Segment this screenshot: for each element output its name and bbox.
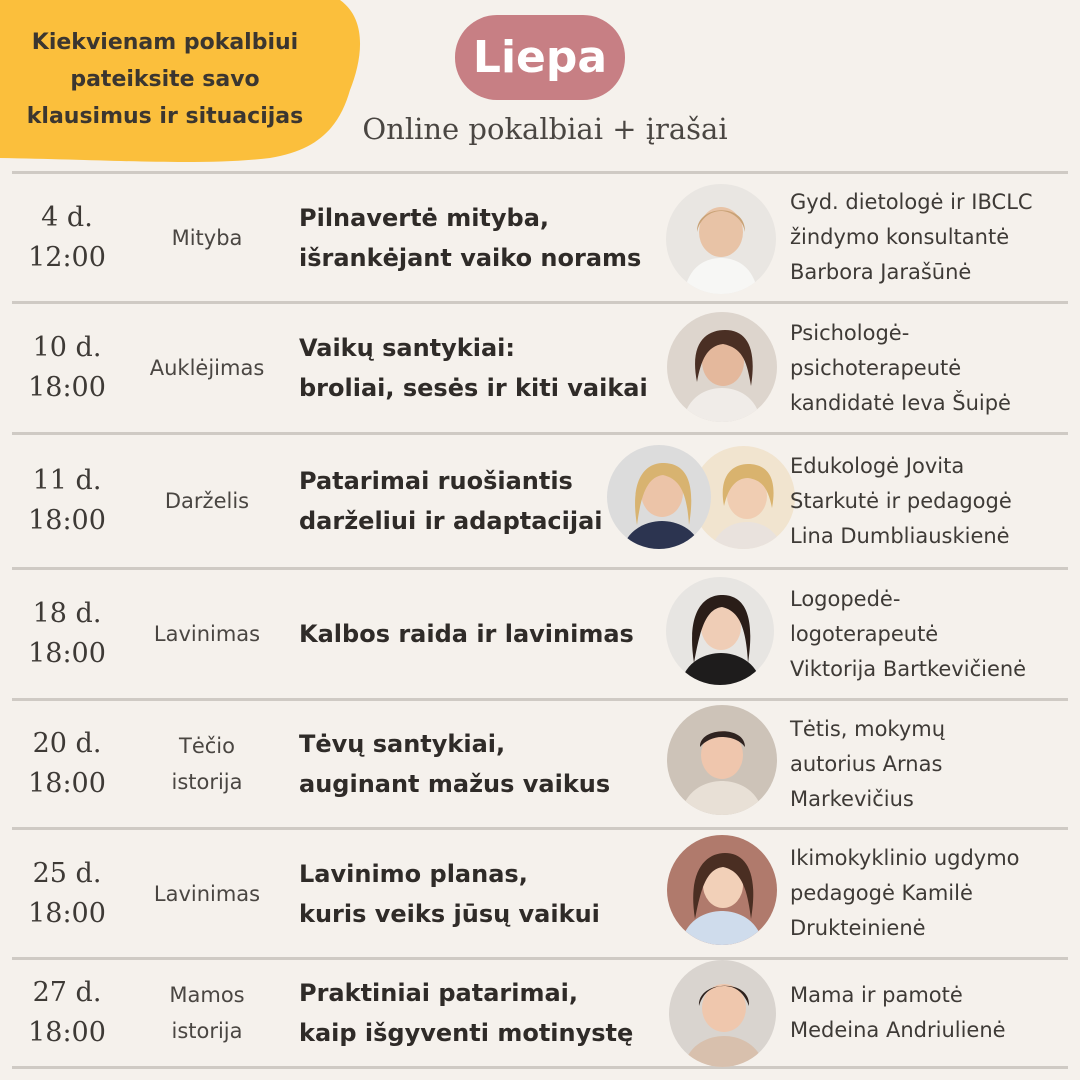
liepa-logo: Liepa	[455, 15, 625, 100]
speaker-line: Logopedė-	[790, 586, 901, 611]
event-date	[12, 570, 122, 698]
event-day: 11 d.	[32, 465, 102, 496]
speaker-info	[790, 174, 1070, 301]
speaker-line: Markevičius	[790, 786, 914, 811]
event-category	[132, 304, 282, 432]
speaker-photo	[667, 312, 777, 422]
event-title	[299, 830, 679, 957]
speaker-line: Mama ir pamotė	[790, 983, 963, 1007]
event-time: 18:00	[28, 897, 106, 929]
speaker-info	[790, 701, 1070, 827]
speaker-line: autorius Arnas	[790, 751, 943, 776]
speaker-info	[790, 960, 1070, 1066]
callout-line-2: pateiksite savo	[70, 67, 260, 92]
event-row	[12, 830, 1068, 957]
title-line: Pilnavertė mityba,	[299, 203, 550, 232]
speaker-photo	[666, 577, 774, 685]
speaker-line: Barbora Jarašūnė	[790, 260, 972, 284]
speaker-line: Starkutė ir pedagogė	[790, 488, 1012, 513]
speaker-line: kandidatė Ieva Šuipė	[790, 390, 1011, 415]
event-category	[132, 830, 282, 957]
event-day: 20 d.	[32, 728, 102, 759]
event-row	[12, 960, 1068, 1066]
event-time: 18:00	[28, 1017, 106, 1048]
event-day: 25 d.	[32, 857, 102, 889]
speaker-line: Psichologė-	[790, 320, 910, 345]
category-line: istorija	[171, 1019, 243, 1043]
speaker-info	[790, 570, 1070, 698]
speaker-line: logoterapeutė	[790, 621, 939, 646]
title-line: kaip išgyventi motinystę	[299, 1019, 634, 1047]
speaker-info	[790, 435, 1070, 567]
speaker-line: pedagogė Kamilė	[790, 881, 973, 905]
speaker-line: Medeina Andriulienė	[790, 1018, 1006, 1042]
event-title	[299, 960, 679, 1066]
title-line: Vaikų santykiai:	[299, 334, 515, 362]
event-day: 10 d.	[32, 332, 102, 363]
event-row	[12, 304, 1068, 432]
event-date	[12, 435, 122, 567]
event-row	[12, 435, 1068, 567]
event-date	[12, 701, 122, 827]
category-line: Lavinimas	[153, 622, 261, 646]
event-row	[12, 174, 1068, 301]
speaker-line: Viktorija Bartkevičienė	[790, 656, 1027, 681]
speaker-photo	[669, 960, 776, 1067]
title-line: Kalbos raida ir lavinimas	[299, 620, 634, 648]
title-line: išrankėjant vaiko norams	[299, 243, 642, 272]
speaker-photo	[667, 835, 777, 945]
speaker-line: psichoterapeutė	[790, 355, 962, 380]
event-time: 18:00	[28, 768, 106, 799]
speaker-line: Edukologė Jovita	[790, 453, 965, 478]
title-line: broliai, sesės ir kiti vaikai	[299, 374, 648, 402]
event-date	[12, 174, 122, 301]
speaker-line: Ikimokyklinio ugdymo	[790, 846, 1020, 870]
event-day: 27 d.	[32, 977, 102, 1008]
event-category	[132, 435, 282, 567]
event-title	[299, 701, 679, 827]
title-line: Tėvų santykiai,	[299, 730, 506, 758]
title-line: Praktiniai patarimai,	[299, 979, 579, 1007]
event-date	[12, 304, 122, 432]
category-line: istorija	[171, 770, 243, 794]
title-line: Patarimai ruošiantis	[299, 467, 573, 495]
speaker-photo	[607, 445, 711, 549]
title-line: darželiui ir adaptacijai	[299, 507, 603, 535]
event-row	[12, 570, 1068, 698]
speaker-line: Drukteinienė	[790, 916, 926, 940]
category-line: Tėčio	[179, 734, 235, 758]
event-time: 18:00	[28, 505, 106, 536]
event-time: 18:00	[28, 372, 106, 403]
callout-line-1: Kiekvienam pokalbiui	[31, 30, 299, 55]
title-line: Lavinimo planas,	[299, 859, 528, 888]
event-row	[12, 701, 1068, 827]
event-title	[299, 174, 679, 301]
speaker-line: Gyd. dietologė ir IBCLC	[790, 190, 1033, 214]
event-category	[132, 960, 282, 1066]
event-category	[132, 174, 282, 301]
event-title	[299, 304, 679, 432]
category-line: Mityba	[171, 225, 243, 250]
speaker-line: Tėtis, mokymų	[790, 716, 946, 741]
callout-line-3: klausimus ir situacijas	[26, 104, 304, 129]
callout-text	[10, 24, 320, 135]
event-time: 18:00	[28, 638, 106, 669]
event-title	[299, 570, 679, 698]
speaker-info	[790, 304, 1070, 432]
event-date	[12, 960, 122, 1066]
divider	[12, 1066, 1068, 1069]
speaker-info	[790, 830, 1070, 957]
speaker-photo	[666, 184, 776, 294]
category-line: Lavinimas	[153, 881, 261, 906]
event-date	[12, 830, 122, 957]
category-line: Mamos	[169, 983, 245, 1007]
event-category	[132, 570, 282, 698]
page-subtitle: Online pokalbiai + įrašai	[362, 112, 728, 146]
event-time: 12:00	[28, 241, 106, 273]
event-day: 18 d.	[32, 598, 102, 629]
category-line: Darželis	[164, 489, 250, 513]
event-day: 4 d.	[41, 201, 93, 233]
speaker-line: žindymo konsultantė	[790, 225, 1010, 249]
speaker-photo	[667, 705, 777, 815]
event-category	[132, 701, 282, 827]
title-line: kuris veiks jūsų vaikui	[299, 899, 600, 928]
speaker-line: Lina Dumbliauskienė	[790, 523, 1010, 548]
category-line: Auklėjimas	[149, 356, 265, 380]
title-line: auginant mažus vaikus	[299, 770, 611, 798]
